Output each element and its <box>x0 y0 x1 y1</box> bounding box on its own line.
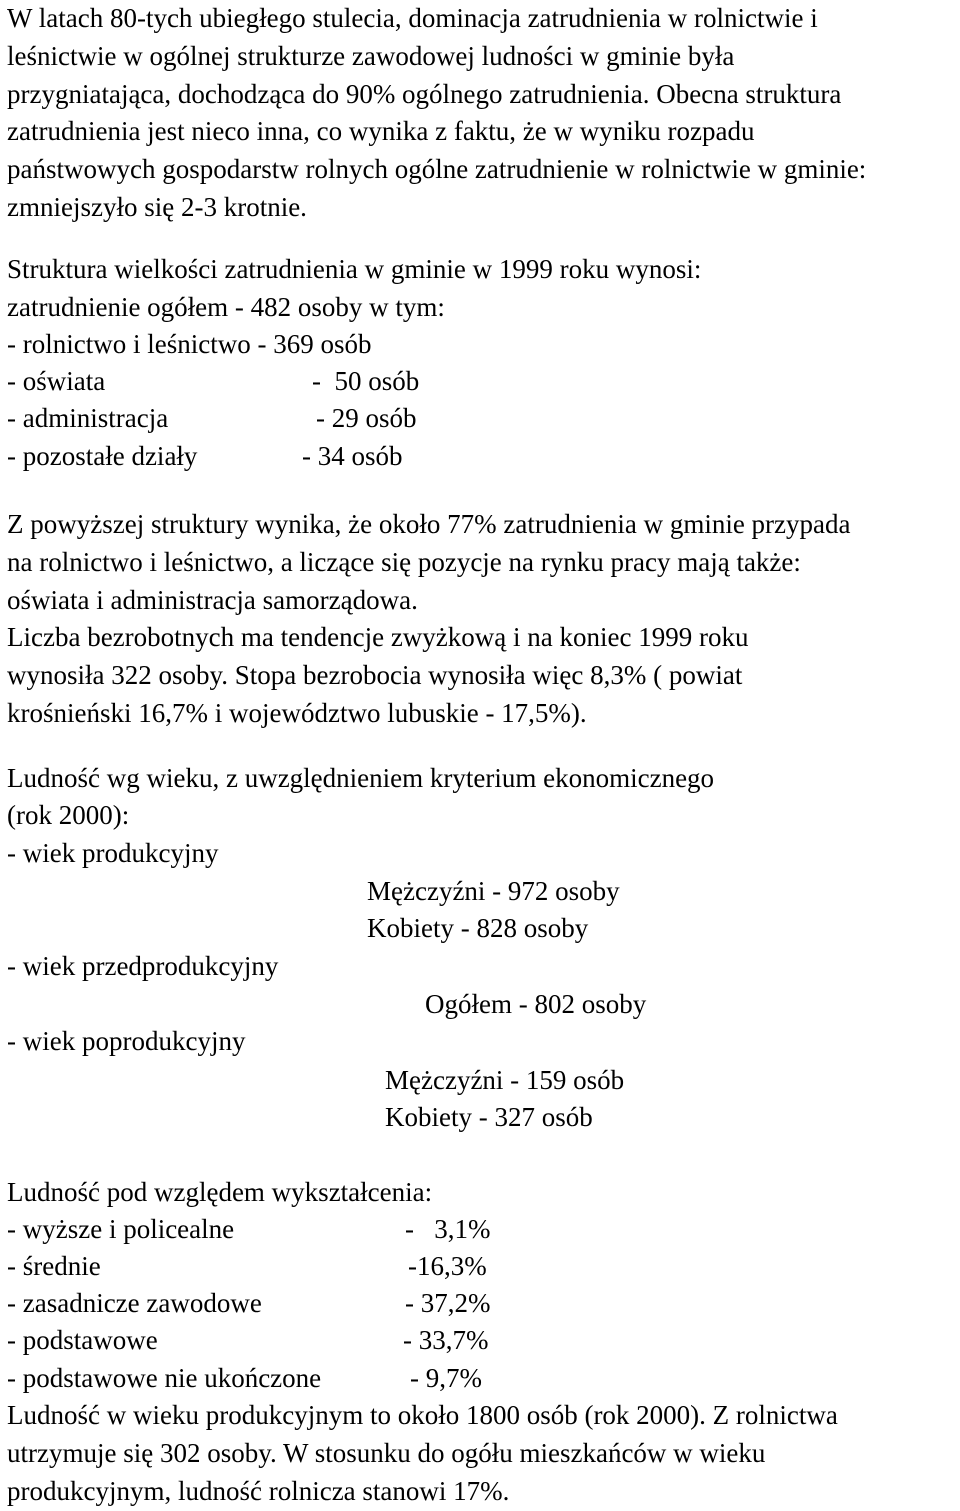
education-row-value: - 33,7% <box>403 1325 489 1355</box>
education-row-value: - 9,7% <box>410 1363 482 1393</box>
text-line: państwowych gospodarstw rolnych ogólne zatrudnienie w rolnictwie w gminie: <box>7 154 867 185</box>
education-row-value: - 37,2% <box>405 1288 491 1318</box>
text-line: zmniejszyło się 2-3 krotnie. <box>7 191 307 222</box>
text-line: krośnieński 16,7% i województwo lubuskie - 17,5%). <box>7 697 587 728</box>
text-line: utrzymuje się 302 osoby. W stosunku do ogółu mieszkańców w wieku <box>7 1437 766 1468</box>
education-row-label: - podstawowe nie ukończone <box>7 1363 322 1393</box>
text-line: zatrudnienia jest nieco inna, co wynika z faktu, że w wyniku rozpadu <box>7 116 755 147</box>
education-row-label: - średnie <box>7 1251 101 1281</box>
age-preproductive-label: - wiek przedprodukcyjny <box>7 951 279 981</box>
employment-row-label: - oświata <box>7 366 106 396</box>
employment-row-label: - pozostałe działy <box>7 441 198 471</box>
employment-row-label: - rolnictwo i leśnictwo - 369 osób <box>7 329 372 359</box>
employment-total: zatrudnienie ogółem - 482 osoby w tym: <box>7 292 445 322</box>
text-line: wynosiła 322 osoby. Stopa bezrobocia wynosiła więc 8,3% ( powiat <box>7 660 743 691</box>
age-preproductive-total: Ogółem - 802 osoby <box>425 989 647 1019</box>
employment-row-value: - 29 osób <box>316 403 417 433</box>
age-productive-men: Mężczyźni - 972 osoby <box>367 876 620 906</box>
education-row-label: - zasadnicze zawodowe <box>7 1288 262 1318</box>
text-line: Z powyższej struktury wynika, że około 77% zatrudnienia w gminie przypada <box>7 509 851 539</box>
age-postproductive-women: Kobiety - 327 osób <box>385 1102 593 1132</box>
text-line: leśnictwie w ogólnej strukturze zawodowej ludności w gminie była <box>7 40 735 71</box>
education-row-value: - 3,1% <box>405 1214 491 1244</box>
education-heading: Ludność pod względem wykształcenia: <box>7 1177 433 1207</box>
education-row-value: -16,3% <box>408 1251 487 1281</box>
intro-paragraph <box>7 0 955 227</box>
age-productive-label: - wiek produkcyjny <box>7 838 219 868</box>
conclusion-paragraph <box>7 1397 955 1510</box>
text-line: oświata i administracja samorządowa. <box>7 584 418 615</box>
employment-intro: Struktura wielkości zatrudnienia w gminie w 1999 roku wynosi: <box>7 254 702 284</box>
text-line: przygniatająca, dochodząca do 90% ogólnego zatrudnienia. Obecna struktura <box>7 78 842 109</box>
education-row-label: - wyższe i policealne <box>7 1214 235 1244</box>
text-line: na rolnictwo i leśnictwo, a liczące się pozycje na rynku pracy mają także: <box>7 546 801 577</box>
employment-summary-paragraph <box>7 506 955 733</box>
age-year: (rok 2000): <box>7 800 130 830</box>
text-line: W latach 80-tych ubiegłego stulecia, dominacja zatrudnienia w rolnictwie i <box>7 3 818 33</box>
age-postproductive-label: - wiek poprodukcyjny <box>7 1026 246 1056</box>
text-line: Liczba bezrobotnych ma tendencje zwyżkową i na koniec 1999 roku <box>7 622 749 653</box>
age-productive-women: Kobiety - 828 osoby <box>367 913 589 943</box>
employment-row-value: - 34 osób <box>302 441 403 471</box>
age-postproductive-men: Mężczyźni - 159 osób <box>385 1065 625 1095</box>
employment-row-value: - 50 osób <box>312 366 420 396</box>
employment-row-label: - administracja <box>7 403 169 433</box>
text-line: Ludność w wieku produkcyjnym to około 1800 osób (rok 2000). Z rolnictwa <box>7 1400 838 1430</box>
age-heading: Ludność wg wieku, z uwzględnieniem kryterium ekonomicznego <box>7 763 715 793</box>
text-line: produkcyjnym, ludność rolnicza stanowi 17%. <box>7 1475 510 1506</box>
education-row-label: - podstawowe <box>7 1325 158 1355</box>
